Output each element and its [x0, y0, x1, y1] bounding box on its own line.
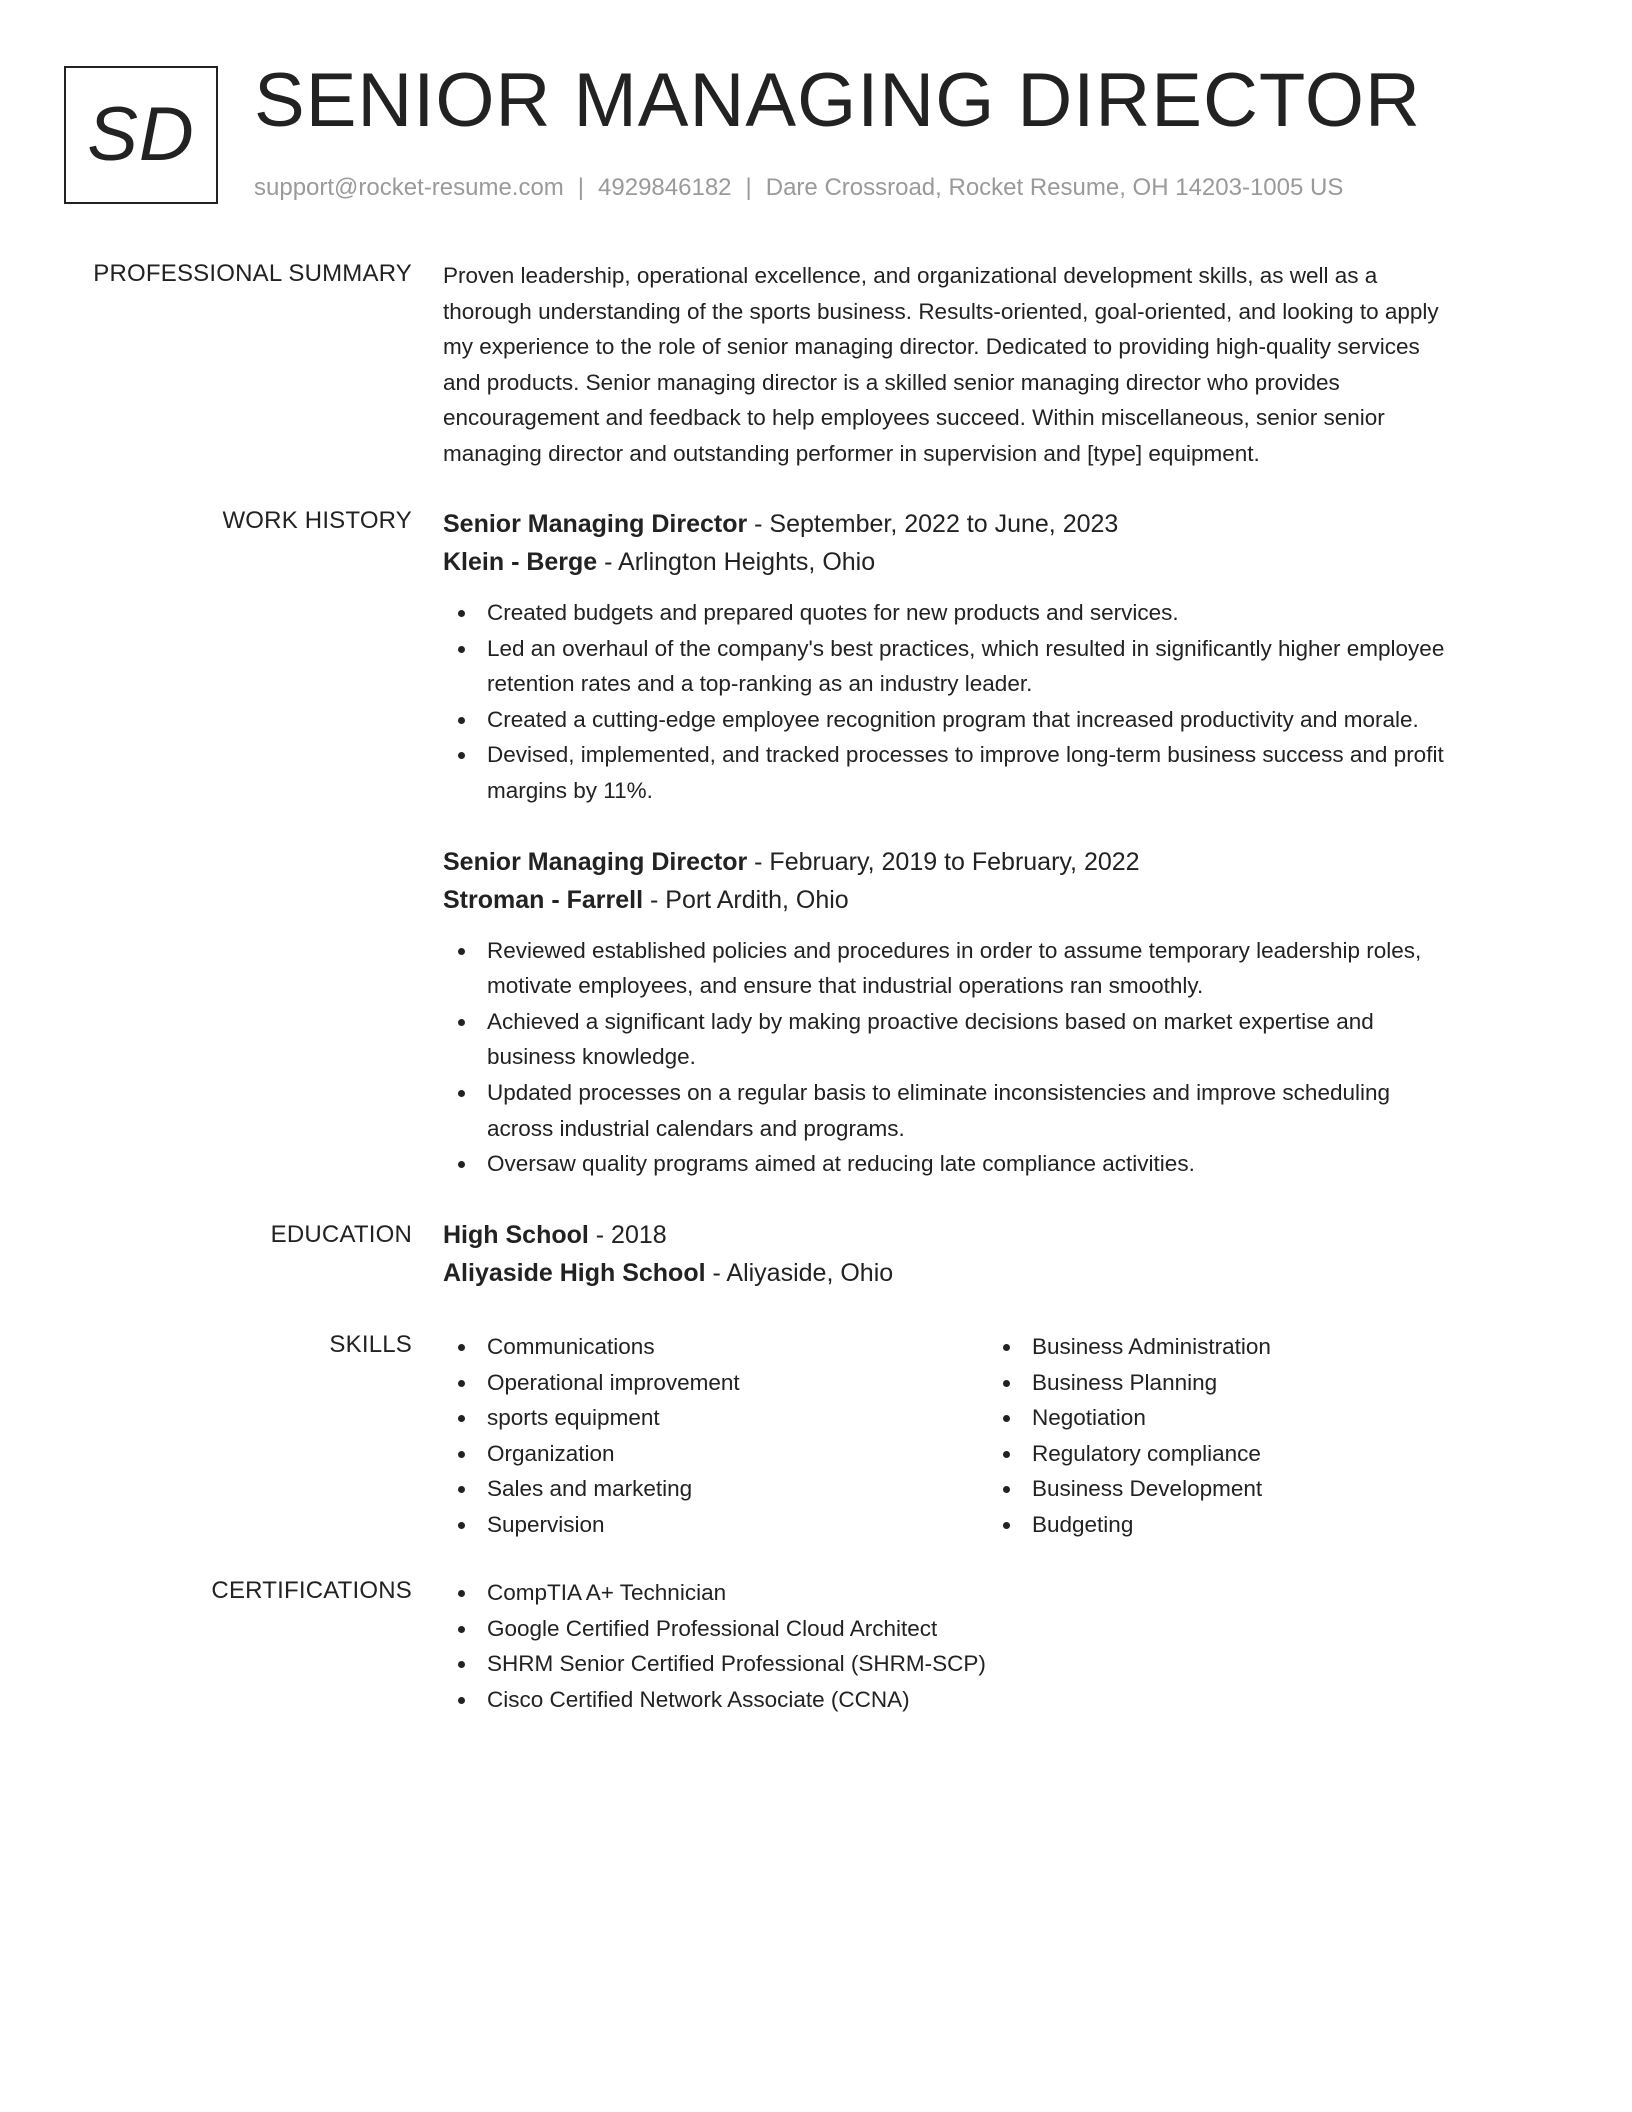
- resume-name-heading: SENIOR MANAGING DIRECTOR: [254, 58, 1421, 143]
- contact-line: [254, 172, 1343, 204]
- skills-body: [443, 1329, 1543, 1543]
- certification-item: CompTIA A+ Technician: [443, 1575, 1543, 1611]
- education-body: [443, 1216, 1543, 1292]
- job-company: Klein - Berge: [443, 548, 598, 576]
- education-location: - Aliyaside, Ohio: [705, 1259, 894, 1287]
- skill-item: sports equipment: [443, 1400, 988, 1436]
- job-bullet: Created budgets and prepared quotes for new products and services.: [443, 595, 1543, 631]
- skill-item: Business Administration: [988, 1329, 1533, 1365]
- job-bullet: Updated processes on a regular basis to eliminate inconsistencies and improve scheduling across industrial calendars and programs.: [443, 1075, 1543, 1146]
- monogram-box: [64, 66, 218, 204]
- certification-item: SHRM Senior Certified Professional (SHRM-SCP): [443, 1646, 1543, 1682]
- certification-item: Google Certified Professional Cloud Architect: [443, 1611, 1543, 1647]
- skill-item: Negotiation: [988, 1400, 1533, 1436]
- summary-body: [443, 258, 1543, 472]
- section-label-work-history: WORK HISTORY: [222, 507, 412, 534]
- summary-line: my experience to the role of senior managing director. Dedicated to providing high-quality services: [443, 334, 1420, 360]
- education-degree: High School: [443, 1221, 589, 1249]
- summary-line: managing director and outstanding performer in supervision and [type] equipment.: [443, 440, 1260, 466]
- certifications-body: [443, 1575, 1543, 1717]
- work-history-body: [443, 505, 1543, 1182]
- job-location: - Port Ardith, Ohio: [643, 885, 849, 914]
- contact-address: Dare Crossroad, Rocket Resume, OH 14203-1005 US: [765, 174, 1344, 201]
- skill-item: Regulatory compliance: [988, 1436, 1533, 1472]
- contact-phone: 4929846182: [598, 174, 732, 201]
- education-school: Aliyaside High School: [443, 1259, 706, 1287]
- section-label-certifications: CERTIFICATIONS: [211, 1577, 412, 1604]
- contact-separator: |: [745, 174, 752, 201]
- contact-separator: |: [577, 174, 585, 201]
- job-title: Senior Managing Director: [443, 847, 748, 876]
- job-dates: - February, 2019 to February, 2022: [747, 847, 1140, 876]
- section-label-skills: SKILLS: [329, 1331, 412, 1358]
- summary-line: thorough understanding of the sports business. Results-oriented, goal-oriented, and looking to apply: [443, 298, 1439, 324]
- certifications-list: [443, 1575, 1543, 1717]
- job-title: Senior Managing Director: [443, 510, 748, 538]
- job-company-line: [443, 543, 1543, 581]
- job-title-line: [443, 843, 1543, 881]
- job-company: Stroman - Farrell: [443, 885, 644, 914]
- certification-item: Cisco Certified Network Associate (CCNA): [443, 1682, 1543, 1718]
- skill-item: Operational improvement: [443, 1365, 988, 1401]
- job-bullet: Created a cutting-edge employee recognition program that increased productivity and morale.: [443, 702, 1543, 738]
- summary-line: Proven leadership, operational excellence, and organizational development skills, as well as a: [443, 263, 1378, 288]
- skills-list-right: [988, 1329, 1533, 1543]
- skill-item: Sales and marketing: [443, 1471, 988, 1507]
- skill-item: Communications: [443, 1329, 988, 1365]
- job-bullet: Achieved a significant lady by making proactive decisions based on market expertise and business knowledge.: [443, 1004, 1543, 1075]
- skills-list-left: [443, 1329, 988, 1543]
- job-dates: - September, 2022 to June, 2023: [747, 510, 1119, 538]
- job-bullet: Devised, implemented, and tracked processes to improve long-term business success and profit margins by 11%.: [443, 737, 1543, 808]
- job-entry: [443, 505, 1543, 809]
- monogram-initials: SD: [87, 92, 195, 177]
- skill-item: Organization: [443, 1436, 988, 1472]
- education-year: - 2018: [588, 1221, 667, 1249]
- job-title-line: [443, 505, 1543, 543]
- job-bullet: Reviewed established policies and procedures in order to assume temporary leadership roles, motivate employees, and ensure that industrial operations ran smoothly.: [443, 933, 1543, 1004]
- education-school-line: [443, 1254, 1543, 1292]
- job-bullet-list: [443, 595, 1543, 809]
- job-entry: [443, 843, 1543, 1182]
- skill-item: Business Planning: [988, 1365, 1533, 1401]
- skill-item: Supervision: [443, 1507, 988, 1543]
- skill-item: Budgeting: [988, 1507, 1533, 1543]
- contact-email: support@rocket-resume.com: [254, 174, 564, 201]
- job-bullet: Led an overhaul of the company's best practices, which resulted in significantly higher employee retention rates and a top-ranking as an industry leader.: [443, 631, 1543, 702]
- education-degree-line: [443, 1216, 1543, 1254]
- job-bullet: Oversaw quality programs aimed at reducing late compliance activities.: [443, 1146, 1543, 1182]
- job-bullet-list: [443, 933, 1543, 1182]
- section-label-education: EDUCATION: [270, 1221, 412, 1248]
- job-location: - Arlington Heights, Ohio: [597, 548, 876, 576]
- section-label-summary: PROFESSIONAL SUMMARY: [93, 260, 412, 287]
- summary-line: and products. Senior managing director is a skilled senior managing director who provides: [443, 369, 1340, 395]
- skill-item: Business Development: [988, 1471, 1533, 1507]
- summary-line: encouragement and feedback to help employees succeed. Within miscellaneous, senior senior: [443, 405, 1385, 431]
- job-company-line: [443, 881, 1543, 919]
